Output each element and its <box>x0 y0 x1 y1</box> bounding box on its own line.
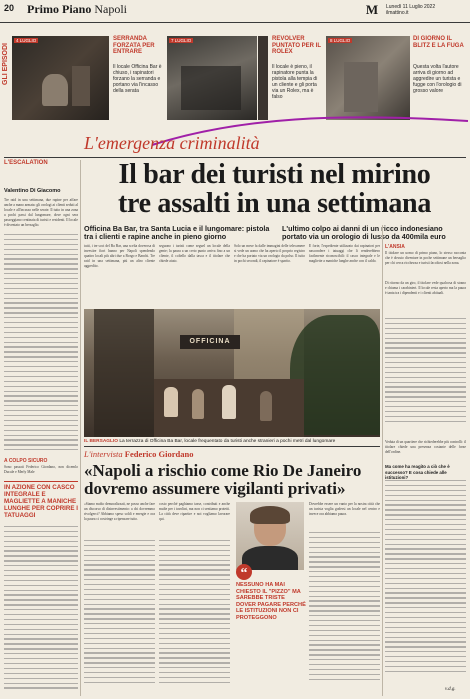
header-site: ilmattino.it <box>386 10 409 16</box>
episode-title-4: DI GIORNO IL BLITZ E LA FUGA <box>413 36 464 49</box>
kicker: L'emergenza criminalità <box>84 133 260 153</box>
episodes-label: GLI EPISODI <box>2 42 9 85</box>
subhead-right: L'ultimo colpo ai danni di un ricco indonesiano portato via un orologio di lusso da 400mila euro <box>282 224 446 241</box>
escalation-author: Valentino Di Giacomo <box>4 188 61 194</box>
episode-title-3: REVOLVER PUNTATO PER IL ROLEX <box>272 36 321 55</box>
a-colpo-text: Sono passati Federico Giordano, non dicemlo Ducale e Merly Male <box>4 465 78 474</box>
interview-person: Federico Giordano <box>124 449 194 459</box>
episode-text-1: Il locale Officina Bar è chiuso, i rapinatori forzano la serranda e portano via l'incasso della serata <box>113 64 162 94</box>
callout-box: IN AZIONE CON CASCO INTEGRALE E MAGLIETTE A MANICHE LUNGHE PER COPRIRE I TATUAGGI <box>4 481 78 519</box>
episode-date-2: 7 LUGLIO <box>171 38 192 43</box>
header-date: Lunedì 11 Luglio 2022 <box>386 4 436 10</box>
main-photo <box>84 309 380 437</box>
interview-column-1: «Siamo molto demoralizzati, ne posso anche fare un discorso di disinvestimento: a chi dovremmo rivolgerci? Abbiamo speso soldi e energie e ora la paura ci costringe a ripensare tutto. <box>84 502 155 521</box>
article-column-3: seguono i turisti come seguel un locale della gente; la paura a un certo punto arriva fino a un cliente, il coltello dalla tasca e il titolare che chiede aiuto. <box>159 244 230 263</box>
page-number: 20 <box>4 3 15 13</box>
article-column-1-lines <box>4 234 78 456</box>
episode-title-1: SERRANDA FORZATA PER ENTRARE <box>113 36 155 55</box>
interview-headline <box>84 462 384 498</box>
article-column-1b-lines <box>4 526 78 696</box>
article-column-2: tutti, i tre soci del Ba Bar, una scelta doverosa di investire fiori hanno per Napoli spendendo quattro locali più altri due a Borgo e Banchi. Tre raid in una settimana, più un altro cliente aggredito. <box>84 244 155 268</box>
ansia-paragraph: Il titolare un uomo di primo piano, lo stesso racconta che è dovuto diventare in poche settimane un bersaglio per chi cerca ricchezza e turisti facoltosi nella zona. <box>385 251 466 265</box>
article-right-lines <box>385 318 466 430</box>
interview-right-text: Veduta di un quartiere che richiederebbe più controlli: il titolare chiede una presenza costante delle forze dell'ordine. <box>385 440 466 454</box>
section-title: Primo Piano <box>27 2 92 16</box>
subhead-left: Officina Ba Bar, tra Santa Lucia e il lungomare: pistola tra i clienti e rapine anche in pieno giorno <box>84 224 270 241</box>
photo-sign: OFFICINA <box>180 335 240 349</box>
episode-text-3: Il locale è pieno, il rapinatore punta la pistola alla tempia di un cliente e gli porta via un Rolex, ma è falso <box>272 64 318 100</box>
interview-column-3-lines <box>309 532 380 694</box>
interview-label: L'intervista <box>84 449 123 459</box>
interview-headline-line-1: «Napoli a rischio come Rio De Janeiro <box>84 461 362 480</box>
portrait-photo <box>236 502 304 570</box>
a-colpo-label: A COLPO SICURO <box>4 458 48 464</box>
headline <box>82 160 467 218</box>
interview-headline-line-2: dovremo assumere vigilanti privati» <box>84 479 346 498</box>
photo-caption-label: IL BERSAGLIO <box>84 439 119 444</box>
episode-date-1: 4 LUGLIO <box>16 38 37 43</box>
interview-right-lines <box>385 480 466 685</box>
article-column-4: Solo un mese fa dalle immagini delle telecamere si vede un uomo che ha aperto il proprio registro e che ha portato via un orologio da polso. Il tutto in pochi secondi, il rapinatore è sparito. <box>234 244 305 263</box>
interview-column-1-lines <box>84 540 155 694</box>
signature: v.d.g. <box>445 687 456 692</box>
episode-date-4: 8 LUGLIO <box>330 38 351 43</box>
interview-right-question: Ma come ha reagito a ciò che è successo? E cosa chiede alle istituzioni? <box>385 464 450 480</box>
photo-caption: La terrazza di Officina Ba Bar, locale frequentato da turisti anche stranieri a pochi metri dal lungomare <box>119 439 336 444</box>
article-column-1: Tre raid in una settimana, due rapine per affare anche a mano armata: gli orologi ai clienti seduti al locale e all'incasso nelle serate. Il tutto in una zona a pochi passi dal lungomare, dove ogni sera passeggiano centinaia di turisti e residenti. Il locale è diventato un bersaglio. <box>4 198 78 227</box>
quote-mark-icon: “ <box>236 564 252 580</box>
interview-column-2-lines <box>159 540 230 694</box>
episode-text-4: Questa volta l'autore arriva di giorno ad aggredire un turista e fugge con l'orologio di grosso valore <box>413 64 462 94</box>
interview-column-2: costo perché paghiamo tasse, contributi e anche multe per i tavolini, ma non ci sentiamo protetti. La città deve ripartire e noi vogliamo lavorare qui. <box>159 502 230 521</box>
headline-line-1: Il bar dei turisti nel mirino <box>118 159 431 190</box>
section-city: Napoli <box>94 2 127 16</box>
interview-column-3: Dovrebbe essere un vanto per la nostra città che un turista voglia godersi un locale nel centro e invece ora abbiamo paura. <box>309 502 380 516</box>
masthead-logo: M <box>365 2 379 17</box>
episode-photo-1 <box>12 36 109 120</box>
pull-quote: NESSUNO HA MAI CHIESTO IL "PIZZO" MA SAREBBE TRISTE DOVER PAGARE PERCHÉ LE ISTITUZIONI NON CI PROTEGGONO <box>236 582 306 621</box>
escalation-label: L'ESCALATION <box>4 160 48 166</box>
headline-line-2: tre assalti in una settimana <box>117 188 432 219</box>
article-right-column: Di ritorno da un giro, il titolare vede qualcosa di strano e chiama i carabinieri. Il locale resta aperto ma la paura è tanta tra i dipendenti e i clienti abituali. <box>385 281 466 295</box>
article-column-5: È forte, l'espediente utilizzato dai rapinatori per nascondere i tatuaggi che li renderebbero facilmente riconoscibili: il casco integrale e le magliette a maniche lunghe anche con il caldo. <box>309 244 380 263</box>
ansia-label: L'ANSIA <box>385 244 405 250</box>
